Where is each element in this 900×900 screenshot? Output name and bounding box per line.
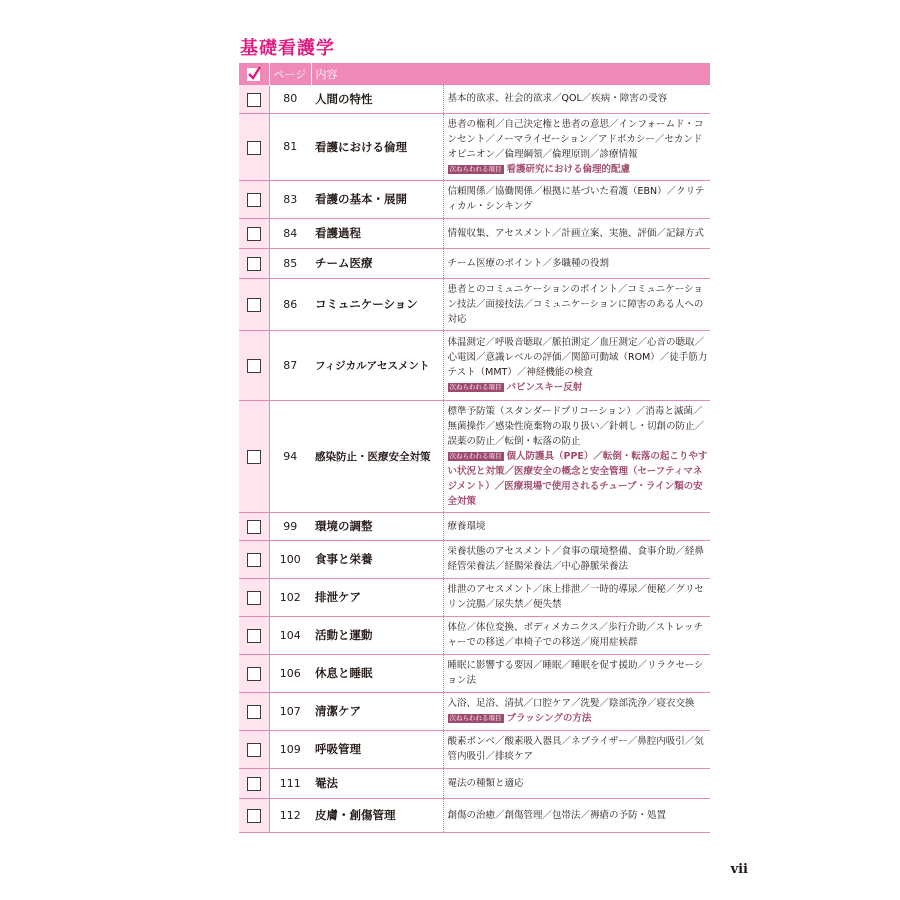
toc-row xyxy=(239,400,710,512)
row-title: 看護過程 xyxy=(311,218,443,248)
row-emphasis: 個人防護具（PPE）／転倒・転落の起こりやすい状況と対策／医療安全の概念と安全管理（セーフティマネジメント）／医療現場で使用されるチューブ・ライン類の安全対策 xyxy=(447,450,708,507)
check-cell xyxy=(239,692,269,730)
row-content-cell xyxy=(443,692,710,730)
row-page: 111 xyxy=(269,768,311,798)
row-title: 看護の基本・展開 xyxy=(311,180,443,218)
row-content-cell xyxy=(443,730,710,768)
check-cell xyxy=(239,616,269,654)
row-title: 活動と運動 xyxy=(311,616,443,654)
row-content-cell xyxy=(443,798,710,832)
row-title: 皮膚・創傷管理 xyxy=(311,798,443,832)
check-cell xyxy=(239,248,269,278)
row-content: 患者の権利／自己決定権と患者の意思／インフォームド・コンセント／ノーマライゼーション／アドボカシー／セカンドオピニオン／倫理綱領／倫理原則／診療情報 xyxy=(447,118,704,160)
row-content: 体温測定／呼吸音聴取／脈拍測定／血圧測定／心音の聴取／心電図／意識レベルの評価／関節可動域（ROM）／徒手筋力テスト（MMT）／神経機能の検査 xyxy=(447,337,708,378)
row-page: 100 xyxy=(269,540,311,578)
row-content-cell xyxy=(443,180,710,218)
row-checkbox[interactable] xyxy=(247,93,261,107)
row-content-cell xyxy=(443,616,710,654)
row-checkbox[interactable] xyxy=(247,227,261,241)
row-checkbox[interactable] xyxy=(247,298,261,312)
row-title: チーム医療 xyxy=(311,248,443,278)
next-target-tag: 次ねらわれる項目 xyxy=(449,383,502,391)
row-content: 酸素ボンベ／酸素吸入器具／ネブライザー／鼻腔内吸引／気管内吸引／排痰ケア xyxy=(447,736,704,762)
toc-row xyxy=(239,85,710,113)
row-page: 80 xyxy=(269,85,311,113)
row-page: 84 xyxy=(269,218,311,248)
check-cell xyxy=(239,278,269,330)
check-cell xyxy=(239,654,269,692)
row-content: 栄養状態のアセスメント／食事の環境整備、食事介助／経鼻経管栄養法／経腸栄養法／中心静脈栄養法 xyxy=(447,546,704,572)
header-check xyxy=(239,63,269,85)
row-content: 基本的欲求、社会的欲求／QOL／疾病・障害の受容 xyxy=(447,93,668,105)
row-title: 食事と栄養 xyxy=(311,540,443,578)
toc-header-row xyxy=(239,63,710,85)
row-content: 体位／体位変換、ボディメカニクス／歩行介助／ストレッチャーでの移送／車椅子での移送／廃用症候群 xyxy=(447,622,704,648)
check-cell xyxy=(239,730,269,768)
toc-row xyxy=(239,218,710,248)
check-cell xyxy=(239,798,269,832)
row-page: 106 xyxy=(269,654,311,692)
toc-row xyxy=(239,278,710,330)
row-content-cell xyxy=(443,278,710,330)
row-content-cell xyxy=(443,113,710,180)
row-title: フィジカルアセスメント xyxy=(311,330,443,400)
header-content: 内容 xyxy=(311,63,710,85)
check-all-icon xyxy=(247,68,260,81)
section-title: 基礎看護学 xyxy=(240,38,335,59)
row-page: 81 xyxy=(269,113,311,180)
row-content: 入浴、足浴、清拭／口腔ケア／洗髪／陰部洗浄／寝衣交換 xyxy=(447,698,695,709)
next-target-tag: 次ねらわれる項目 xyxy=(449,714,502,722)
toc-row xyxy=(239,654,710,692)
row-content-cell xyxy=(443,512,710,540)
row-content-cell xyxy=(443,768,710,798)
check-cell xyxy=(239,540,269,578)
check-cell xyxy=(239,85,269,113)
row-page: 112 xyxy=(269,798,311,832)
row-content-cell xyxy=(443,218,710,248)
row-title: コミュニケーション xyxy=(311,278,443,330)
row-content: チーム医療のポイント／多職種の役割 xyxy=(447,257,610,269)
row-checkbox[interactable] xyxy=(247,553,261,567)
row-checkbox[interactable] xyxy=(247,743,261,757)
toc-body xyxy=(239,85,710,832)
row-content: 創傷の治癒／創傷管理／包帯法／褥瘡の予防・処置 xyxy=(447,809,667,821)
row-checkbox[interactable] xyxy=(247,450,261,464)
toc-row xyxy=(239,692,710,730)
row-content-cell xyxy=(443,400,710,512)
toc-row xyxy=(239,248,710,278)
row-page: 109 xyxy=(269,730,311,768)
row-content: 標準予防策（スタンダードプリコーション）／消毒と滅菌／無菌操作／感染性廃棄物の取り扱い／針刺し・切創の防止／誤薬の防止／転倒・転落の防止 xyxy=(447,405,705,447)
toc-row xyxy=(239,330,710,400)
check-cell xyxy=(239,578,269,616)
row-content: 睡眠に影響する要因／睡眠／睡眠を促す援助／リラクセーション法 xyxy=(447,660,704,686)
check-cell xyxy=(239,400,269,512)
toc-table xyxy=(239,63,711,833)
row-content-cell xyxy=(443,248,710,278)
toc-row xyxy=(239,768,710,798)
row-page: 87 xyxy=(269,330,311,400)
row-title: 罨法 xyxy=(311,768,443,798)
row-content: 信頼関係／協働関係／根拠に基づいた看護（EBN）／クリティカル・シンキング xyxy=(447,186,705,212)
row-page: 99 xyxy=(269,512,311,540)
toc-row xyxy=(239,113,710,180)
row-emphasis: 看護研究における倫理的配慮 xyxy=(506,163,631,175)
row-checkbox[interactable] xyxy=(247,141,261,155)
row-checkbox[interactable] xyxy=(247,667,261,681)
row-checkbox[interactable] xyxy=(247,193,261,207)
row-emphasis: バビンスキー反射 xyxy=(506,382,583,393)
row-checkbox[interactable] xyxy=(247,705,261,719)
row-title: 呼吸管理 xyxy=(311,730,443,768)
row-checkbox[interactable] xyxy=(247,257,261,271)
row-content: 排泄のアセスメント／床上排泄／一時的導尿／便秘／グリセリン浣腸／尿失禁／便失禁 xyxy=(447,584,704,610)
check-cell xyxy=(239,113,269,180)
page-number: vii xyxy=(730,862,748,877)
row-content-cell xyxy=(443,654,710,692)
row-content: 罨法の種類と適応 xyxy=(447,777,524,789)
toc-row xyxy=(239,578,710,616)
row-checkbox[interactable] xyxy=(247,629,261,643)
toc-row xyxy=(239,540,710,578)
row-content-cell xyxy=(443,578,710,616)
row-checkbox[interactable] xyxy=(247,809,261,823)
toc-row xyxy=(239,512,710,540)
row-title: 休息と睡眠 xyxy=(311,654,443,692)
row-content-cell xyxy=(443,330,710,400)
row-page: 83 xyxy=(269,180,311,218)
row-page: 85 xyxy=(269,248,311,278)
row-title: 人間の特性 xyxy=(311,85,443,113)
check-cell xyxy=(239,512,269,540)
row-checkbox[interactable] xyxy=(247,591,261,605)
row-page: 94 xyxy=(269,400,311,512)
toc-row xyxy=(239,180,710,218)
row-page: 107 xyxy=(269,692,311,730)
row-checkbox[interactable] xyxy=(247,520,261,534)
row-title: 排泄ケア xyxy=(311,578,443,616)
toc-row xyxy=(239,798,710,832)
row-content-cell xyxy=(443,540,710,578)
next-target-tag: 次ねらわれる項目 xyxy=(449,164,502,173)
row-title: 感染防止・医療安全対策 xyxy=(311,400,443,512)
check-cell xyxy=(239,180,269,218)
row-title: 清潔ケア xyxy=(311,692,443,730)
toc-row xyxy=(239,616,710,654)
row-page: 102 xyxy=(269,578,311,616)
row-checkbox[interactable] xyxy=(247,359,261,373)
next-target-tag: 次ねらわれる項目 xyxy=(449,451,502,460)
row-content: 療養環境 xyxy=(447,520,486,532)
row-emphasis: ブラッシングの方法 xyxy=(506,713,592,724)
row-content: 情報収集、アセスメント／計画立案、実施、評価／記録方式 xyxy=(447,227,704,239)
row-page: 104 xyxy=(269,616,311,654)
check-cell xyxy=(239,768,269,798)
row-page: 86 xyxy=(269,278,311,330)
row-content-cell xyxy=(443,85,710,113)
row-title: 環境の調整 xyxy=(311,512,443,540)
check-cell xyxy=(239,218,269,248)
row-title: 看護における倫理 xyxy=(311,113,443,180)
check-cell xyxy=(239,330,269,400)
row-content: 患者とのコミュニケーションのポイント／コミュニケーション技法／面接技法／コミュニケーションに障害のある人への対応 xyxy=(447,283,704,325)
toc-row xyxy=(239,730,710,768)
header-page: ページ xyxy=(269,63,311,85)
row-checkbox[interactable] xyxy=(247,777,261,791)
